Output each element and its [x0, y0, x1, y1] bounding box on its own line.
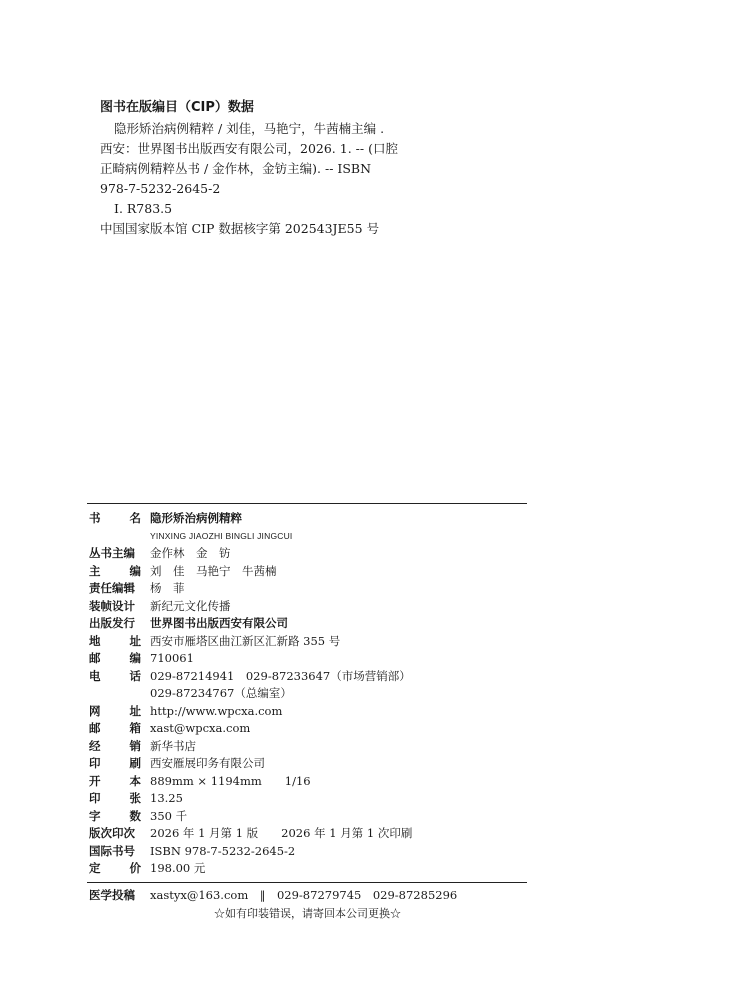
- cip-line-publisher: 西安：世界图书出版西安有限公司，2026. 1. -- (口腔: [100, 141, 398, 156]
- info-value-sheets: 13.25: [150, 791, 183, 805]
- info-value-word-count: 350 千: [150, 808, 188, 823]
- info-row-word-count: [87, 808, 527, 826]
- cip-heading: 图书在版编目（CIP）数据: [100, 100, 254, 115]
- info-label-website: 网 址: [89, 703, 141, 718]
- info-label-word-count: 字 数: [89, 808, 141, 823]
- info-row-edition: [87, 825, 527, 843]
- info-row-series-editor: [87, 545, 527, 563]
- info-value-distributor: 新华书店: [150, 738, 196, 753]
- info-row-email: [87, 720, 527, 738]
- info-value-publisher: 世界图书出版西安有限公司: [150, 616, 288, 630]
- info-label-isbn: 国际书号: [89, 843, 135, 858]
- info-bottom-rule: [87, 882, 527, 883]
- footer-label-submission: 医学投稿: [89, 888, 135, 902]
- info-row-editor: [87, 563, 527, 581]
- copyright-info-table: [87, 510, 527, 878]
- info-row-book-name: [87, 510, 527, 528]
- info-row-sheets: [87, 790, 527, 808]
- info-value-phone-1: 029-87214941 029-87233647（市场营销部）: [150, 668, 411, 683]
- info-row-publisher: [87, 615, 527, 633]
- info-value-cover-design: 新纪元文化传播: [150, 598, 231, 613]
- cip-line-title: 隐形矫治病例精粹 / 刘佳，马艳宁，牛茜楠主编 .: [114, 121, 385, 136]
- info-label-book-name: 书 名: [89, 511, 141, 525]
- info-value-edition: 2026 年 1 月第 1 版 2026 年 1 月第 1 次印刷: [150, 826, 413, 840]
- info-label-series-editor: 丛书主编: [89, 546, 135, 560]
- cip-line-record-number: 中国国家版本馆 CIP 数据核字第 202543JE55 号: [100, 221, 380, 236]
- info-value-printer: 西安雁展印务有限公司: [150, 756, 265, 770]
- info-value-price: 198.00 元: [150, 861, 206, 875]
- info-label-address: 地 址: [89, 633, 141, 648]
- info-row-printer: [87, 755, 527, 773]
- info-value-editor: 刘 佳 马艳宁 牛茜楠: [150, 563, 277, 578]
- info-value-format: 889mm × 1194mm 1/16: [150, 773, 311, 788]
- info-value-series-editor: 金作林 金 钫: [150, 546, 231, 560]
- cip-block: [100, 97, 430, 239]
- info-label-phone: 电 话: [89, 668, 141, 683]
- info-value-pinyin: YINXING JIAOZHI BINGLI JINGCUI: [150, 530, 293, 541]
- submission-footer: [87, 886, 527, 904]
- info-row-price: [87, 860, 527, 878]
- info-label-format: 开 本: [89, 773, 141, 788]
- info-row-website: [87, 703, 527, 721]
- info-row-format: [87, 773, 527, 791]
- info-value-postcode: 710061: [150, 651, 194, 665]
- info-value-book-name: 隐形矫治病例精粹: [150, 511, 242, 525]
- footer-row-submission: [87, 886, 527, 904]
- info-row-postcode: [87, 650, 527, 668]
- info-value-responsible-editor: 杨 菲: [150, 581, 185, 595]
- info-label-responsible-editor: 责任编辑: [89, 581, 135, 595]
- info-top-rule: [87, 503, 527, 504]
- info-label-cover-design: 装帧设计: [89, 598, 135, 613]
- footer-notice: ☆如有印装错误，请寄回本公司更换☆: [214, 907, 401, 920]
- info-value-website: http://www.wpcxa.com: [150, 703, 283, 718]
- footer-value-submission: xastyx@163.com ‖ 029-87279745 029-87285296: [150, 888, 458, 902]
- info-label-postcode: 邮 编: [89, 651, 141, 665]
- info-label-email: 邮 箱: [89, 721, 141, 735]
- info-label-editor: 主 编: [89, 563, 141, 578]
- info-label-sheets: 印 张: [89, 791, 141, 805]
- info-value-address: 西安市雁塔区曲江新区汇新路 355 号: [150, 633, 341, 648]
- info-label-edition: 版次印次: [89, 826, 135, 840]
- info-label-publisher: 出版发行: [89, 616, 135, 630]
- info-row-isbn: [87, 843, 527, 861]
- info-label-distributor: 经 销: [89, 738, 141, 753]
- cip-line-classification: Ⅰ. R783.5: [114, 201, 173, 216]
- info-label-printer: 印 刷: [89, 756, 141, 770]
- info-label-price: 定 价: [89, 861, 141, 875]
- info-row-distributor: [87, 738, 527, 756]
- info-row-phone: [87, 668, 527, 686]
- info-value-phone-2: 029-87234767（总编室）: [150, 686, 292, 700]
- info-value-isbn: ISBN 978-7-5232-2645-2: [150, 843, 296, 858]
- info-row-address: [87, 633, 527, 651]
- info-value-email: xast@wpcxa.com: [150, 721, 251, 735]
- cip-line-isbn: 978-7-5232-2645-2: [100, 181, 221, 196]
- info-row-pinyin: [87, 528, 527, 546]
- info-row-phone-2: [87, 685, 527, 703]
- info-row-cover-design: [87, 598, 527, 616]
- cip-line-series: 正畸病例精粹丛书 / 金作林，金钫主编). -- ISBN: [100, 161, 372, 176]
- info-row-responsible-editor: [87, 580, 527, 598]
